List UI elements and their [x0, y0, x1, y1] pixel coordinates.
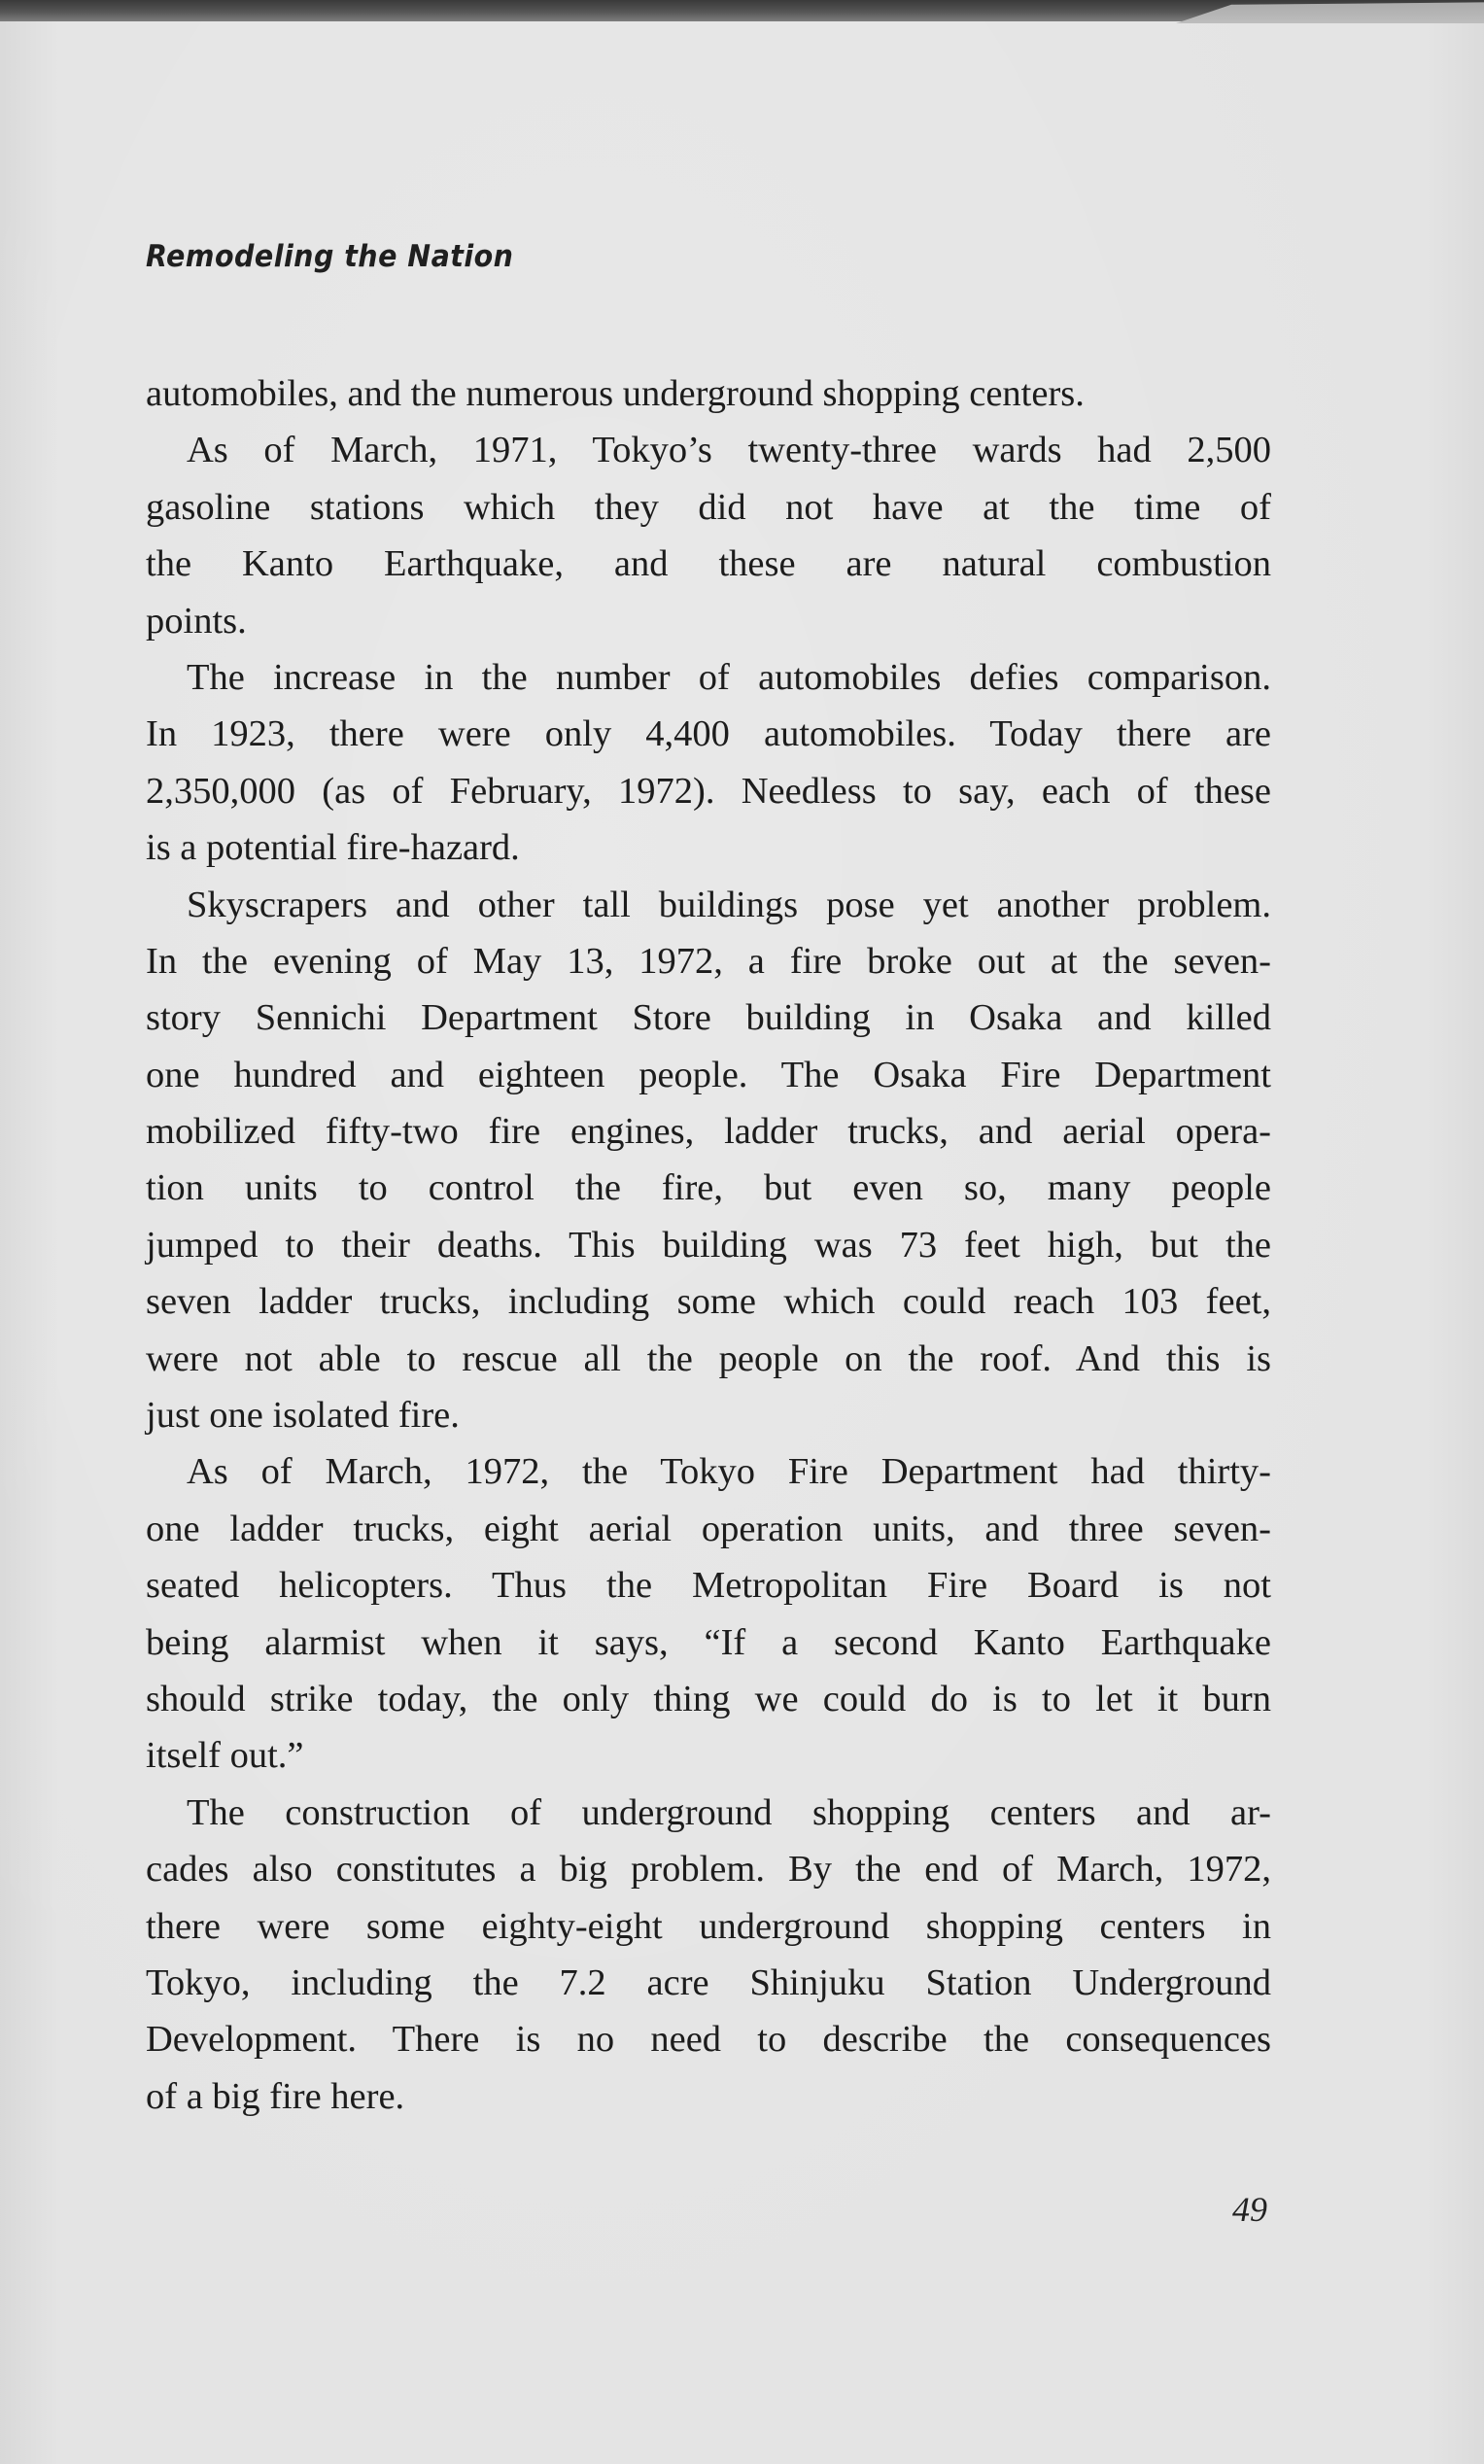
- text-line: itself out.”: [146, 1735, 304, 1777]
- text-line: In the evening of May 13, 1972, a fire broke out at the seven-: [146, 940, 1271, 982]
- text-line: gasoline stations which they did not have at the time of: [146, 486, 1271, 528]
- text-line: just one isolated fire.: [146, 1395, 460, 1437]
- text-line: one hundred and eighteen people. The Osaka Fire Department: [146, 1054, 1271, 1095]
- text-line: story Sennichi Department Store building in Osaka and killed: [146, 997, 1271, 1039]
- running-head: Remodeling the Nation: [146, 239, 514, 274]
- text-line: The construction of underground shopping centers and ar-: [187, 1791, 1271, 1833]
- text-line: Tokyo, including the 7.2 acre Shinjuku Station Underground: [146, 1961, 1271, 2003]
- text-line: one ladder trucks, eight aerial operation units, and three seven-: [146, 1508, 1271, 1549]
- body-text: [146, 365, 1271, 2125]
- text-line: were not able to rescue all the people on the roof. And this is: [146, 1337, 1271, 1379]
- text-line: there were some eighty-eight underground shopping centers in: [146, 1905, 1271, 1947]
- page-number: 49: [1232, 2190, 1267, 2229]
- text-line: The increase in the number of automobiles defies comparison.: [187, 656, 1271, 698]
- text-line: cades also constitutes a big problem. By the end of March, 1972,: [146, 1849, 1271, 1891]
- text-line: Development. There is no need to describe the consequences: [146, 2019, 1271, 2061]
- text-line: being alarmist when it says, “If a second Kanto Earthquake: [146, 1621, 1271, 1663]
- text-line: seven ladder trucks, including some which could reach 103 feet,: [146, 1281, 1271, 1323]
- text-line: tion units to control the fire, but even so, many people: [146, 1167, 1271, 1209]
- text-line: should strike today, the only thing we could do is to let it burn: [146, 1678, 1271, 1719]
- text-line: the Kanto Earthquake, and these are natural combustion: [146, 543, 1271, 585]
- text-line: 2,350,000 (as of February, 1972). Needless to say, each of these: [146, 770, 1271, 812]
- text-line: jumped to their deaths. This building was 73 feet high, but the: [146, 1224, 1271, 1266]
- text-line: Skyscrapers and other tall buildings pose yet another problem.: [187, 884, 1271, 925]
- text-line: As of March, 1971, Tokyo’s twenty-three wards had 2,500: [187, 430, 1271, 471]
- text-line: of a big fire here.: [146, 2075, 405, 2117]
- text-line: points.: [146, 600, 247, 642]
- text-line: automobiles, and the numerous underground shopping centers.: [146, 373, 1085, 414]
- text-line: As of March, 1972, the Tokyo Fire Department had thirty-: [187, 1451, 1271, 1493]
- text-line: In 1923, there were only 4,400 automobiles. Today there are: [146, 713, 1271, 755]
- text-line: is a potential fire-hazard.: [146, 827, 520, 869]
- text-line: seated helicopters. Thus the Metropolitan Fire Board is not: [146, 1565, 1271, 1607]
- text-line: mobilized fifty-two fire engines, ladder trucks, and aerial opera-: [146, 1111, 1271, 1153]
